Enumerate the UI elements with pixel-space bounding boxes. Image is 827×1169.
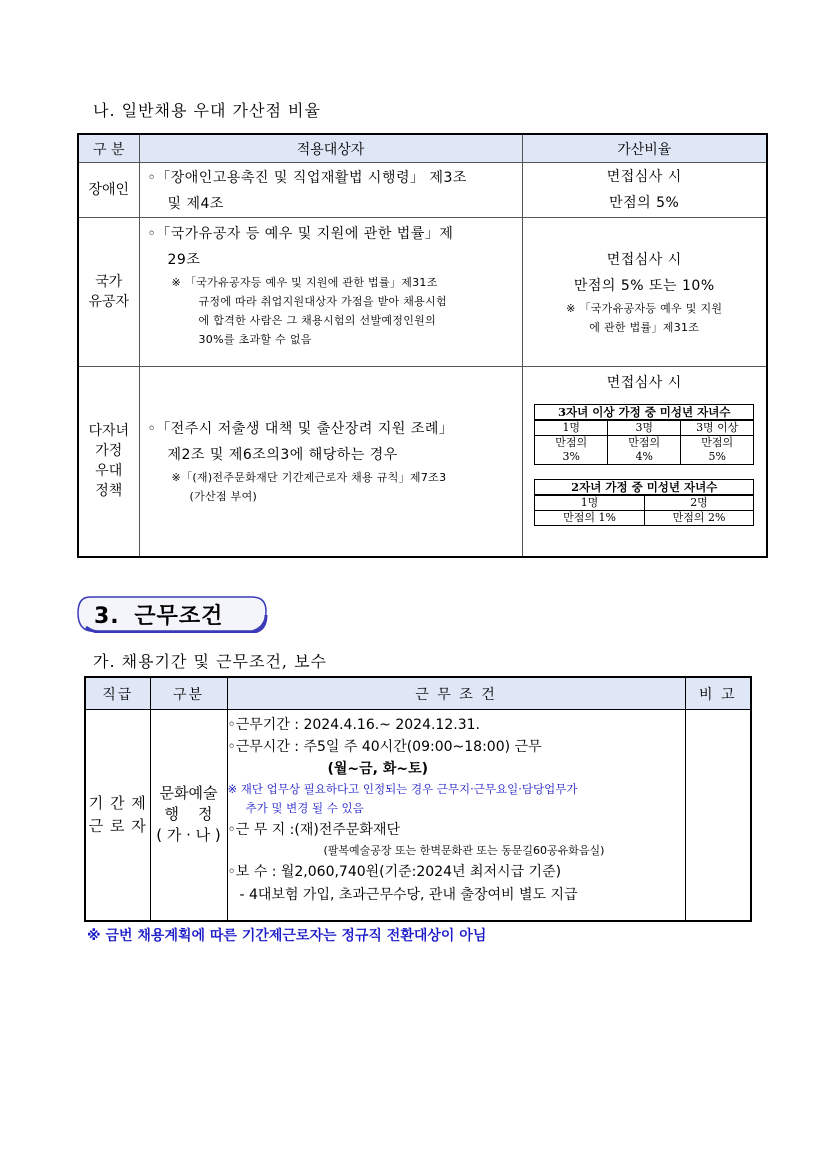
table-row — [78, 218, 767, 367]
mini-col: 3명 이상 — [681, 420, 754, 436]
work-days: (월~금, 화~토) — [327, 761, 429, 777]
target-line: ◦「장애인고용촉진 및 직업재활법 시행령」 제3조 — [147, 170, 467, 186]
section-title-na: 나. 일반채용 우대 가산점 비율 — [93, 101, 321, 120]
target-line: ◦「국가유공자 등 예우 및 지원에 관한 법률」제 — [147, 226, 454, 242]
category-line: 우대 — [95, 463, 123, 480]
header-conditions: 근 무 조 건 — [227, 677, 685, 710]
mini-val: 만점의 1% — [535, 511, 645, 526]
mini-val-line: 만점의 — [555, 436, 588, 449]
rate-line: 면접심사 시 — [606, 169, 682, 185]
bonus-points-table — [77, 133, 768, 558]
mini-val-line: 5% — [708, 450, 726, 463]
header-remark: 비 고 — [685, 677, 751, 710]
mini-table-two-children — [534, 479, 754, 526]
division-cell — [150, 710, 227, 921]
division-line: ( 가 · 나 ) — [156, 826, 221, 845]
mini-val: 만점의 2% — [644, 511, 754, 526]
category-line: 정책 — [95, 483, 123, 500]
target-line: 제2조 및 제6조의3에 해당하는 경우 — [167, 447, 398, 464]
target-line: 및 제4조 — [167, 196, 224, 212]
work-pay-detail: - 4대보험 가입, 초과근무수당, 관내 출장여비 별도 지급 — [239, 887, 578, 903]
target-multichild — [139, 367, 522, 557]
header-category: 구 분 — [78, 134, 139, 163]
header-target: 적용대상자 — [139, 134, 522, 163]
rank-line: 기 간 제 — [88, 793, 147, 812]
mini-col: 3명 — [608, 420, 681, 436]
mini-val-line: 3% — [562, 450, 580, 463]
note-line: 에 관한 법률」제31조 — [589, 321, 700, 334]
mini-val — [608, 436, 681, 465]
note-line: 에 합격한 사람은 그 채용시험의 선발예정인원의 — [198, 314, 437, 327]
table-row — [78, 367, 767, 557]
work-period: ◦근무기간 : 2024.4.16.~ 2024.12.31. — [227, 717, 480, 733]
note-line: 30%를 초과할 수 없음 — [198, 333, 312, 346]
mini-col: 1명 — [535, 495, 645, 511]
note-line: 규정에 따라 취업지원대상자 가점을 받아 채용시험 — [198, 295, 447, 308]
rate-line: 만점의 5% 또는 10% — [573, 278, 715, 294]
category-veterans — [78, 218, 139, 367]
category-line: 국가 — [95, 274, 123, 290]
rate-multichild — [522, 367, 767, 557]
category-line: 유공자 — [88, 294, 130, 310]
table-header-row — [85, 677, 751, 710]
target-veterans — [139, 218, 522, 367]
category-disabled: 장애인 — [78, 163, 139, 218]
footnote: ※ 금번 채용계획에 따른 기간제근로자는 정규직 전환대상이 아님 — [87, 928, 487, 944]
division-line: 문화예술 — [159, 784, 218, 803]
note-line: (가산점 부여) — [189, 490, 258, 504]
work-note-line: 추가 및 변경 될 수 있음 — [245, 801, 364, 815]
rank-cell — [85, 710, 150, 921]
mini-col: 1명 — [535, 420, 608, 436]
mini-val — [535, 436, 608, 465]
target-line: 29조 — [167, 252, 201, 268]
work-hours: ◦근무시간 : 주5일 주 40시간(09:00~18:00) 근무 — [227, 739, 542, 755]
work-pay: ◦보 수 : 월2,060,740원(기준:2024년 최저시급 기준) — [227, 864, 562, 880]
category-multichild — [78, 367, 139, 557]
remark-cell — [685, 710, 751, 921]
rate-veterans — [522, 218, 767, 367]
mini-val-line: 4% — [635, 450, 653, 463]
work-place: ◦근 무 지 :(재)전주문화재단 — [227, 822, 400, 838]
target-line: ◦「전주시 저출생 대책 및 출산장려 지원 조례」 — [147, 421, 454, 438]
note-line: ※ 「국가유공자등 예우 및 지원 — [566, 302, 723, 315]
table-row — [78, 163, 767, 218]
conditions-cell — [227, 710, 685, 921]
table-row — [85, 710, 751, 921]
mini-col: 2명 — [644, 495, 754, 511]
rate-line: 면접심사 시 — [606, 375, 682, 391]
rate-disabled — [522, 163, 767, 218]
work-conditions-table — [84, 676, 752, 922]
section-3-heading — [94, 599, 223, 630]
rank-line: 근 로 자 — [88, 816, 147, 835]
category-line: 다자녀 — [88, 423, 130, 440]
target-disabled — [139, 163, 522, 218]
rate-line: 면접심사 시 — [606, 252, 682, 268]
rate-line: 만점의 5% — [609, 195, 680, 211]
mini-val-line: 만점의 — [701, 436, 734, 449]
mini-val-line: 만점의 — [628, 436, 661, 449]
section-title: 근무조건 — [134, 604, 224, 629]
header-rate: 가산비율 — [522, 134, 767, 163]
mini-val — [681, 436, 754, 465]
work-place-detail: (팔복예술공장 또는 한벽문화관 또는 동문길60공유화음실) — [323, 844, 605, 857]
section-number: 3. — [94, 604, 120, 629]
note-line: ※「(재)전주문화재단 기간제근로자 채용 규칙」제7조3 — [171, 471, 447, 485]
mini-table-header: 3자녀 이상 가정 중 미성년 자녀수 — [535, 405, 754, 421]
header-division: 구분 — [150, 677, 227, 710]
work-note-line: ※ 재단 업무상 필요하다고 인정되는 경우 근무지·근무요일·담당업무가 — [227, 782, 578, 796]
note-line: ※ 「국가유공자등 예우 및 지원에 관한 법률」제31조 — [171, 276, 438, 289]
division-line: 행 정 — [164, 805, 213, 824]
table-header-row — [78, 134, 767, 163]
section-title-ga: 가. 채용기간 및 근무조건, 보수 — [93, 652, 327, 671]
category-line: 가정 — [95, 443, 123, 460]
header-rank: 직급 — [85, 677, 150, 710]
mini-table-three-children — [534, 404, 754, 465]
mini-table-header: 2자녀 가정 중 미성년 자녀수 — [535, 480, 754, 496]
